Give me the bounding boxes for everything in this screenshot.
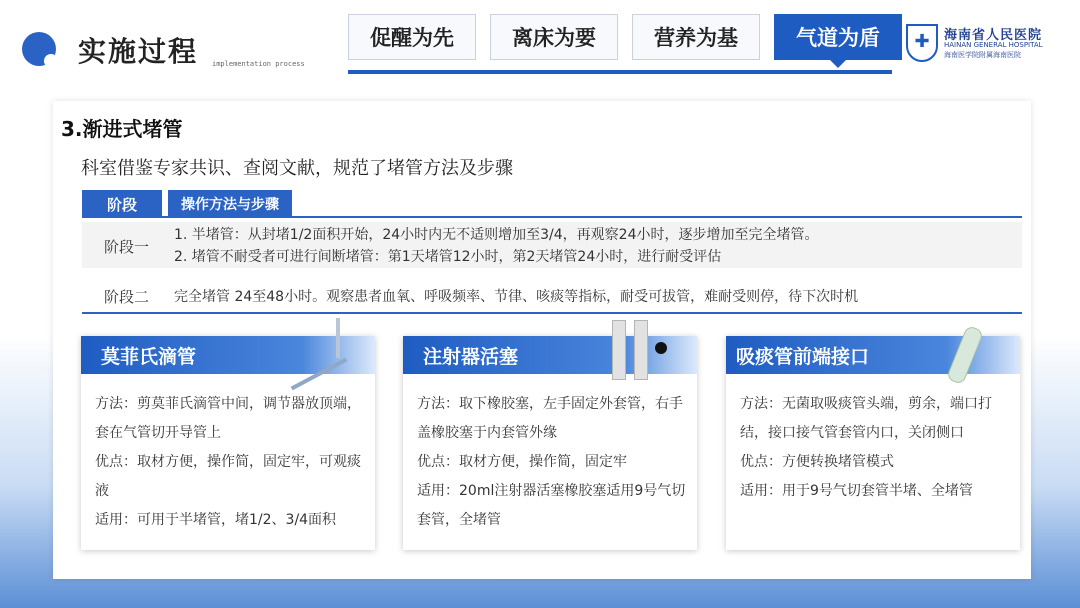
card-body — [95, 390, 367, 535]
card-method: 方法：无菌取吸痰管头端，剪余，端口打结，接口接气管套管内口，关闭侧口 — [740, 396, 992, 441]
card-title: 吸痰管前端接口 — [726, 336, 1020, 374]
table-header-method: 操作方法与步骤 — [168, 190, 292, 218]
card-suction-tube-tip — [726, 336, 1020, 550]
stage-step: 2. 堵管不耐受者可进行间断堵管：第1天堵管12小时，第2天堵管24小时，进行耐受评估 — [174, 249, 722, 265]
card-usage: 适用：20ml注射器活塞橡胶塞适用9号气切套管，全堵管 — [417, 483, 686, 528]
card-title: 莫菲氏滴管 — [81, 336, 375, 374]
nav-tabs — [348, 14, 902, 60]
table-header-stage: 阶段 — [82, 190, 162, 218]
card-title: 注射器活塞 — [403, 336, 697, 374]
hospital-name-en: HAINAN GENERAL HOSPITAL — [944, 41, 1043, 49]
card-usage: 适用：用于9号气切套管半堵、全堵管 — [740, 483, 973, 499]
card-body — [417, 390, 689, 535]
murphy-dropper-image — [336, 318, 340, 358]
table-header-divider — [82, 216, 1022, 218]
stage-step: 1. 半堵管：从封堵1/2面积开始，24小时内无不适则增加至3/4，再观察24小时，逐步增加至完全堵管。 — [174, 227, 819, 243]
rubber-stopper-image — [655, 342, 667, 354]
tabs-underline — [348, 70, 892, 74]
card-advantage: 优点：取材方便，操作简，固定牢，可观痰液 — [95, 454, 361, 499]
card-syringe-plunger — [403, 336, 697, 550]
hospital-subname: 海南医学院附属海南医院 — [944, 51, 1021, 59]
table-bottom-divider — [82, 312, 1022, 314]
tab-cuxing[interactable]: 促醒为先 — [348, 14, 476, 60]
tab-yingyang[interactable]: 营养为基 — [632, 14, 760, 60]
card-advantage: 优点：方便转换堵管模式 — [740, 454, 894, 470]
section-intro: 科室借鉴专家共识、查阅文献，规范了堵管方法及步骤 — [81, 158, 513, 179]
tab-lichuang[interactable]: 离床为要 — [490, 14, 618, 60]
hospital-emblem-icon: ✚ — [906, 24, 938, 62]
stage-label: 阶段一 — [104, 238, 150, 256]
brand-dot-icon — [22, 32, 56, 66]
syringe-image — [612, 320, 626, 380]
hospital-name: 海南省人民医院 — [944, 28, 1043, 43]
tab-qidao[interactable]: 气道为盾 — [774, 14, 902, 60]
stage-label: 阶段二 — [104, 288, 150, 306]
card-usage: 适用：可用于半堵管，堵1/2、3/4面积 — [95, 512, 337, 528]
section-title: 3.渐进式堵管 — [61, 117, 183, 141]
card-advantage: 优点：取材方便，操作简，固定牢 — [417, 454, 627, 470]
stage-step: 完全堵管 24至48小时。观察患者血氧、呼吸频率、节律、咳痰等指标，耐受可拔管，难耐受则停，待下次时机 — [174, 289, 859, 305]
page-subtitle: implementation process — [212, 60, 305, 68]
page-title: 实施过程 — [78, 35, 199, 68]
card-method: 方法：剪莫菲氏滴管中间，调节器放顶端，套在气管切开导管上 — [95, 396, 361, 441]
card-body — [740, 390, 1012, 506]
card-method: 方法：取下橡胶塞，左手固定外套管，右手盖橡胶塞于内套管外缘 — [417, 396, 683, 441]
syringe-image — [634, 320, 648, 380]
